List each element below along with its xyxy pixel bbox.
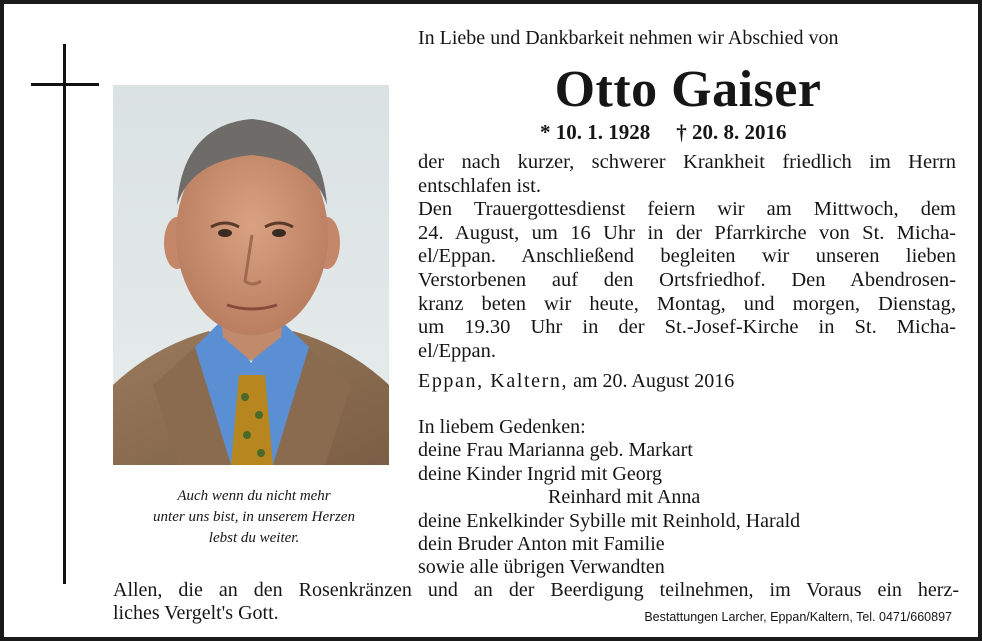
life-dates xyxy=(540,120,787,145)
place-names: Eppan, Kaltern, xyxy=(418,370,569,392)
mourner-line: deine Enkelkinder Sybille mit Reinhold, Harald xyxy=(418,509,801,532)
text-line: um 19.30 Uhr in der St.-Josef-Kirche in St. Micha- xyxy=(418,316,956,339)
text-line: el/Eppan. xyxy=(418,339,496,362)
intro-line: In Liebe und Dankbarkeit nehmen wir Abschied von xyxy=(418,27,839,49)
quote-line: lebst du weiter. xyxy=(208,530,300,546)
thanks-line: liches Vergelt's Gott. xyxy=(113,602,279,625)
text-line: entschlafen ist. xyxy=(418,174,541,197)
text-line: kranz beten wir heute, Montag, und morgen, Dienstag, xyxy=(418,292,956,315)
place-and-date xyxy=(418,370,734,393)
undertaker-credit: Bestattungen Larcher, Eppan/Kaltern, Tel. 0471/660897 xyxy=(644,610,952,624)
text-line: Verstorbenen auf den Ortsfriedhof. Den Abendrosen- xyxy=(418,268,956,291)
cross-horizontal-bar xyxy=(31,83,99,86)
notice-date: am 20. August 2016 xyxy=(573,370,735,392)
mourner-line: sowie alle übrigen Verwandten xyxy=(418,556,665,579)
text-line: el/Eppan. Anschließend begleiten wir unseren lieben xyxy=(418,245,956,268)
text-line: Den Trauergottesdienst feiern wir am Mittwoch, dem xyxy=(418,198,956,221)
mourners-list xyxy=(418,416,800,580)
mourners-heading: In liebem Gedenken: xyxy=(418,416,586,438)
cross-vertical-bar xyxy=(63,44,66,584)
birth-date: * 10. 1. 1928 xyxy=(540,120,651,144)
obituary-notice xyxy=(4,4,978,637)
text-line: 24. August, um 16 Uhr in der Pfarrkirche von St. Micha- xyxy=(418,221,956,244)
mourner-line: deine Frau Marianna geb. Markart xyxy=(418,439,693,462)
deceased-name: Otto Gaiser xyxy=(554,61,822,118)
announcement-text xyxy=(418,151,956,363)
memorial-quote xyxy=(104,486,404,549)
quote-line: Auch wenn du nicht mehr xyxy=(177,488,331,504)
thanks-line: Allen, die an den Rosenkränzen und an der Beerdigung teilnehmen, im Voraus ein herz- xyxy=(113,579,959,601)
text-line: der nach kurzer, schwerer Krankheit friedlich im Herrn xyxy=(418,151,956,173)
mourner-line: deine Kinder Ingrid mit Georg xyxy=(418,462,663,485)
mourner-line: dein Bruder Anton mit Familie xyxy=(418,533,665,556)
quote-line: unter uns bist, in unserem Herzen xyxy=(153,509,355,525)
portrait-photo xyxy=(113,85,389,465)
mourner-line: Reinhard mit Anna xyxy=(548,486,701,509)
death-date: † 20. 8. 2016 xyxy=(676,120,787,144)
